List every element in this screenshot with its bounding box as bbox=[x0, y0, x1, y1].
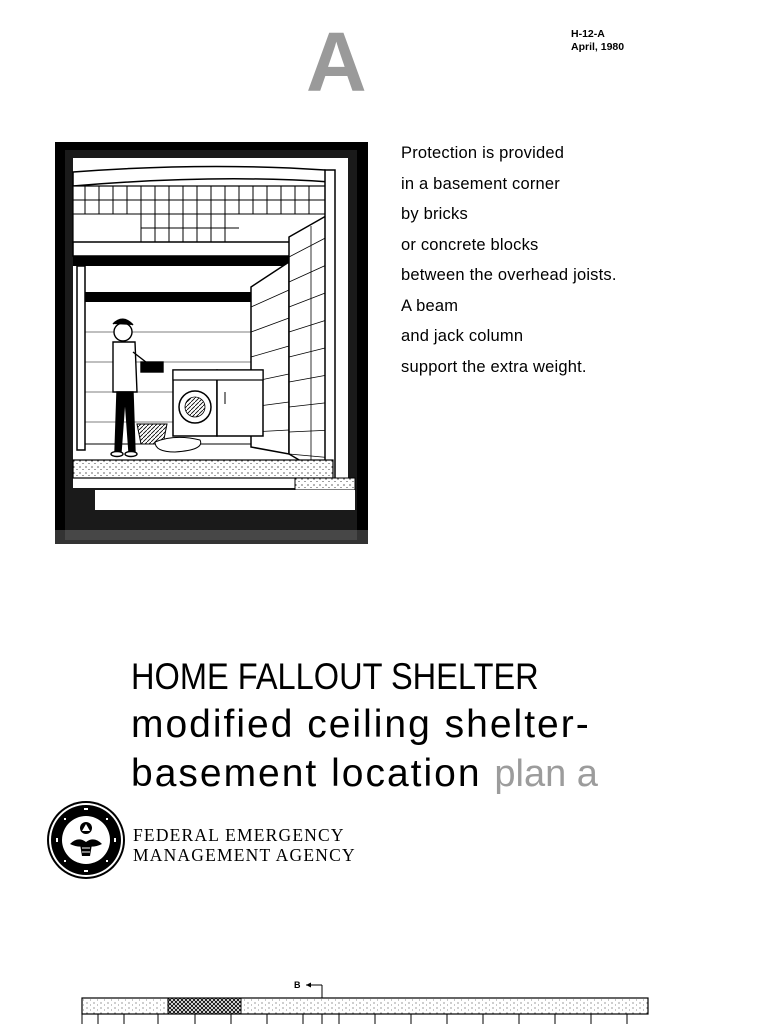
washer-dryer bbox=[173, 370, 263, 436]
document-date: April, 1980 bbox=[571, 41, 625, 53]
section-marker-label: B bbox=[294, 980, 301, 990]
title-line-3 bbox=[131, 749, 598, 799]
caption-line: support the extra weight. bbox=[401, 357, 587, 376]
caption-line: or concrete blocks bbox=[401, 235, 539, 254]
title-line-1: HOME FALLOUT SHELTER bbox=[131, 656, 539, 697]
document-code: H-12-A bbox=[571, 28, 605, 40]
basement-shelter-illustration bbox=[55, 142, 368, 544]
agency-name-line-2: MANAGEMENT AGENCY bbox=[133, 845, 356, 865]
illustration-caption bbox=[401, 138, 617, 382]
agency-name bbox=[133, 825, 356, 865]
caption-line: A beam bbox=[401, 296, 459, 315]
plan-section-drawing bbox=[78, 976, 658, 1024]
caption-line: between the overhead joists. bbox=[401, 266, 617, 284]
agency-name-line-1: FEDERAL EMERGENCY bbox=[133, 825, 345, 845]
title-line-3-main: basement location bbox=[131, 752, 482, 795]
title-plan-label: plan a bbox=[494, 753, 598, 795]
fema-seal-logo bbox=[46, 800, 126, 880]
caption-line: by bricks bbox=[401, 205, 468, 223]
caption-line: and jack column bbox=[401, 327, 524, 345]
jack-column bbox=[77, 266, 85, 450]
title-line-2: modified ceiling shelter- bbox=[131, 703, 591, 746]
document-title bbox=[131, 654, 598, 799]
plan-letter: A bbox=[306, 15, 367, 109]
caption-line: Protection is provided bbox=[401, 144, 565, 162]
caption-line: in a basement corner bbox=[401, 174, 561, 193]
document-meta bbox=[571, 28, 624, 54]
